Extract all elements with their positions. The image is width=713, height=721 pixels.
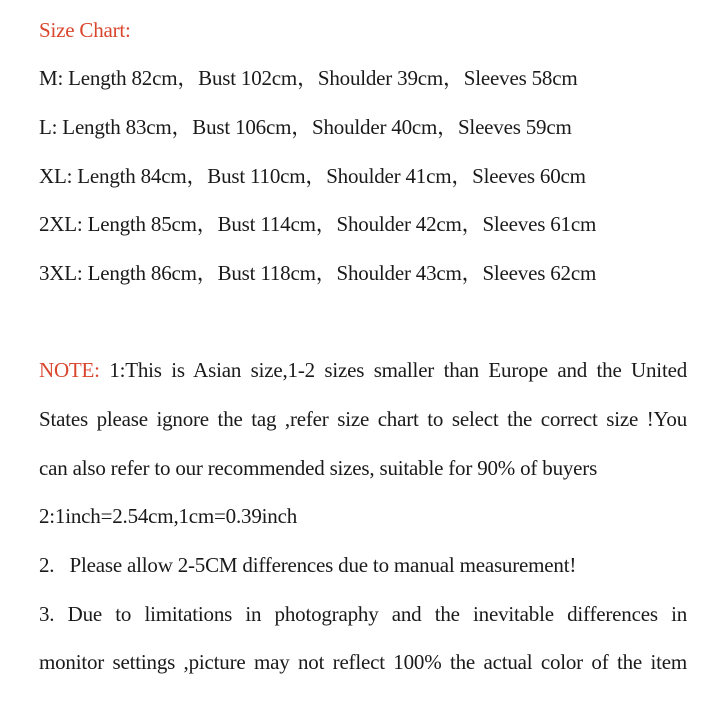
size-row-xl: XL: Length 84cm，Bust 110cm，Shoulder 41cm，Sleeves 60cm: [39, 164, 586, 188]
size-row-l: L: Length 83cm，Bust 106cm，Shoulder 40cm，Sleeves 59cm: [39, 115, 572, 139]
size-row-3xl: 3XL: Length 86cm，Bust 118cm，Shoulder 43cm，Sleeves 62cm: [39, 261, 597, 285]
note-line-2: States please ignore the tag ,refer size chart to select the correct size !You: [39, 407, 687, 431]
note-line-1: [39, 357, 687, 383]
note-line-7: monitor settings ,picture may not reflect 100% the actual color of the item: [39, 650, 687, 674]
size-chart-heading: Size Chart:: [39, 18, 131, 42]
note-line-6: 3. Due to limitations in photography and the inevitable differences in: [39, 602, 687, 626]
note-text-1: 1:This is Asian size,1-2 sizes smaller than Europe and the United: [109, 358, 687, 382]
note-label: NOTE:: [39, 358, 100, 382]
note-line-4: 2:1inch=2.54cm,1cm=0.39inch: [39, 504, 297, 528]
size-row-2xl: 2XL: Length 85cm，Bust 114cm，Shoulder 42cm，Sleeves 61cm: [39, 212, 597, 236]
note-line-3: can also refer to our recommended sizes, suitable for 90% of buyers: [39, 456, 598, 480]
size-row-m: M: Length 82cm，Bust 102cm，Shoulder 39cm，Sleeves 58cm: [39, 66, 578, 90]
note-line-5: 2. Please allow 2-5CM differences due to manual measurement!: [39, 553, 577, 577]
